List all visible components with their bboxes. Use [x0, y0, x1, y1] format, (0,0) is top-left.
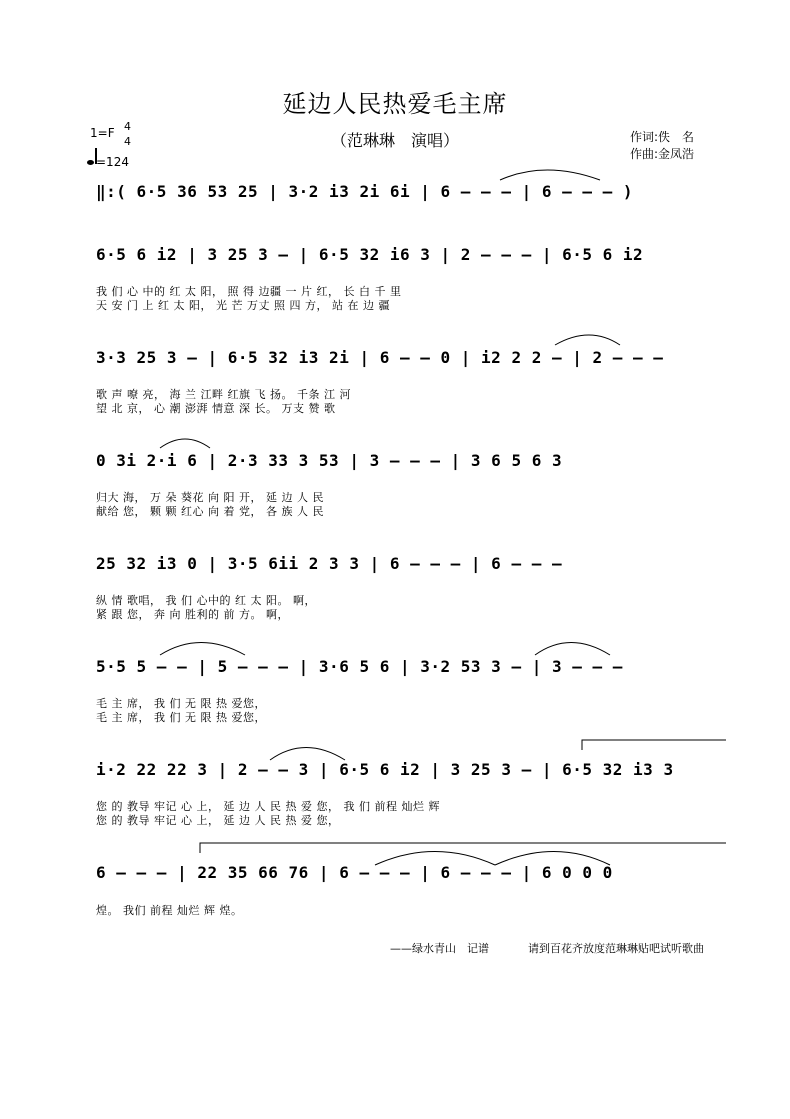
score-row-5-lyric-1: 纵 情 歌唱， 我 们 心中的 红 太 阳。 啊， — [96, 594, 316, 607]
score-row-5-lyric-2: 紧 跟 您， 奔 向 胜利的 前 方。 啊， — [96, 608, 289, 621]
score-row-2-lyric-2: 天 安 门 上 红 太 阳， 光 芒 万丈 照 四 方， 站 在 边 疆 — [96, 299, 390, 312]
score-row-4-notes: 0 3i 2·i 6 | 2·3 33 3 53 | 3 — — — | 3 6 5 6 3 — [96, 451, 563, 470]
composer: 作曲:金凤浩 — [630, 147, 695, 161]
page-title: 延边人民热爱毛主席 — [282, 90, 508, 118]
score-row-4-lyric-2: 献给 您， 颗 颗 红心 向 着 党， 各 族 人 民 — [96, 505, 324, 518]
lyricist: 作词:佚 名 — [630, 130, 695, 144]
score-row-3-lyric-1: 歌 声 嘹 亮， 海 兰 江畔 红旗 飞 扬。 千条 江 河 — [96, 388, 351, 401]
score-row-3-lyric-2: 望 北 京， 心 潮 澎湃 情意 深 长。 万支 赞 歌 — [96, 402, 336, 415]
score-row-7-lyric-2: 您 的 教导 牢记 心 上， 延 边 人 民 热 爱 您， — [96, 814, 340, 827]
key-signature: 1=F — [90, 126, 115, 140]
score-row-5-notes: 25 32 i3 0 | 3·5 6ii 2 3 3 | 6 — — — | 6 — — — — [96, 554, 563, 573]
score-row-6-lyric-1: 毛 主 席， 我 们 无 限 热 爱您， — [96, 697, 266, 710]
score-row-7-notes: i·2 22 22 3 | 2 — — 3 | 6·5 6 i2 | 3 25 3 — | 6·5 32 i3 3 — [96, 760, 674, 779]
score-row-2-lyric-1: 我 们 心 中的 红 太 阳， 照 得 边疆 一 片 红， 长 白 千 里 — [96, 285, 402, 298]
score-row-6-notes: 5·5 5 — — | 5 — — — | 3·6 5 6 | 3·2 53 3 — | 3 — — — — [96, 657, 623, 676]
subtitle: （范琳琳 演唱） — [330, 131, 459, 150]
score-row-2-notes: 6·5 6 i2 | 3 25 3 — | 6·5 32 i6 3 | 2 — — — | 6·5 6 i2 — [96, 245, 644, 264]
score-row-7-lyric-1: 您 的 教导 牢记 心 上， 延 边 人 民 热 爱 您， 我 们 前程 灿烂 辉 — [96, 800, 440, 813]
time-signature-bottom: 4 — [124, 135, 131, 148]
tempo-marking: =124 — [96, 155, 129, 169]
footer-transcriber: ——绿水青山 记谱 — [390, 942, 489, 955]
score-row-3-notes: 3·3 25 3 — | 6·5 32 i3 2i | 6 — — 0 | i2 2 2 — | 2 — — — — [96, 348, 664, 367]
score-row-4-lyric-1: 归大 海， 万 朵 葵花 向 阳 开， 延 边 人 民 — [96, 491, 324, 504]
time-signature-top: 4 — [124, 120, 131, 133]
score-row-8-notes: 6 — — — | 22 35 66 76 | 6 — — — | 6 — — — | 6 0 0 0 — [96, 863, 613, 882]
footer-note: 请到百花齐放度范琳琳贴吧试听歌曲 — [528, 942, 704, 955]
score-row-6-lyric-2: 毛 主 席， 我 们 无 限 热 爱您， — [96, 711, 266, 724]
score-row-1-notes: ‖:( 6·5 36 53 25 | 3·2 i3 2i 6i | 6 — — — | 6 — — — ) — [96, 182, 634, 201]
score-row-8-lyric-1: 煌。 我们 前程 灿烂 辉 煌。 — [96, 904, 243, 917]
